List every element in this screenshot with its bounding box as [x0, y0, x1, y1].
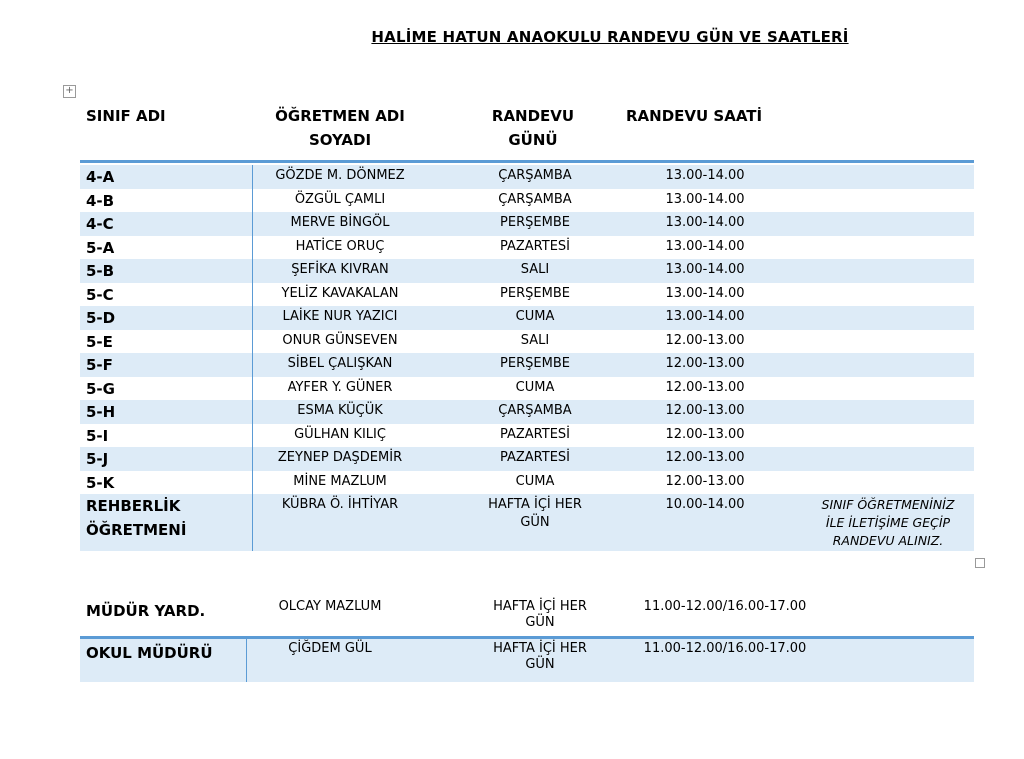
note-line2: İLE İLETİŞİME GEÇİP	[825, 515, 951, 530]
cell-class: 5-K	[86, 473, 115, 492]
table-row	[80, 259, 974, 283]
note-line3: RANDEVU ALINIZ.	[832, 533, 944, 548]
cell-class: MÜDÜR YARD.	[86, 602, 206, 620]
vice-day-line2: GÜN	[525, 615, 555, 630]
table-row	[80, 424, 974, 448]
cell-teacher: MİNE MAZLUM	[293, 473, 387, 489]
cell-teacher: ONUR GÜNSEVEN	[282, 332, 398, 348]
cell-day: PAZARTESİ	[499, 450, 571, 465]
cell-day: CUMA	[515, 309, 555, 324]
cell-class: 5-D	[86, 309, 116, 327]
cell-day: CUMA	[515, 473, 555, 489]
cell-teacher: MERVE BİNGÖL	[290, 215, 390, 230]
header-day-line2: GÜNÜ	[508, 131, 558, 149]
table-row	[80, 447, 974, 471]
cell-time: 12.00-13.00	[665, 332, 745, 348]
cell-day: ÇARŞAMBA	[498, 403, 572, 418]
cell-day: ÇARŞAMBA	[498, 191, 572, 207]
cell-class: 5-F	[86, 356, 113, 374]
counselor-day-line2: GÜN	[520, 515, 550, 530]
header-class: SINIF ADI	[86, 107, 166, 125]
cell-day: PERŞEMBE	[500, 285, 570, 301]
cell-class: 5-B	[86, 262, 115, 280]
header-teacher-line2: SOYADI	[308, 131, 372, 149]
table-row	[80, 306, 974, 330]
counselor-row	[80, 494, 974, 551]
table-move-handle-icon[interactable]: +	[63, 85, 76, 98]
cell-class: 5-J	[86, 450, 109, 468]
counselor-title-line1: REHBERLİK	[86, 497, 181, 515]
cell-class: 5-I	[86, 426, 109, 445]
cell-class: 5-C	[86, 285, 114, 304]
header-teacher-line1: ÖĞRETMEN ADI	[275, 107, 405, 125]
principal-day-line2: GÜN	[525, 657, 555, 672]
cell-class: 5-H	[86, 403, 116, 421]
cell-day	[440, 494, 630, 532]
cell-time: 11.00-12.00/16.00-17.00	[643, 599, 807, 614]
cell-time: 12.00-13.00	[665, 450, 745, 465]
cell-day: PERŞEMBE	[500, 356, 570, 371]
counselor-day-line1: HAFTA İÇİ HER	[488, 497, 582, 512]
table-row	[80, 283, 974, 307]
cell-class: 4-B	[86, 191, 115, 210]
cell-day	[460, 597, 620, 631]
cell-time: 10.00-14.00	[665, 497, 745, 512]
cell-time: 13.00-14.00	[665, 285, 745, 301]
cell-teacher: AYFER Y. GÜNER	[287, 379, 393, 395]
cell-day: SALI	[520, 262, 550, 277]
table-row	[80, 353, 974, 377]
table-row	[80, 400, 974, 424]
cell-class: 5-E	[86, 332, 113, 351]
cell-time: 11.00-12.00/16.00-17.00	[643, 641, 807, 656]
cell-time: 12.00-13.00	[665, 426, 745, 442]
cell-teacher: SİBEL ÇALIŞKAN	[287, 356, 393, 371]
cell-class	[86, 494, 186, 542]
cell-time: 13.00-14.00	[665, 215, 745, 230]
cell-day: PERŞEMBE	[500, 215, 570, 230]
cell-class: 5-A	[86, 238, 115, 257]
counselor-title-line2: ÖĞRETMENİ	[86, 521, 187, 539]
header-teacher	[250, 104, 430, 152]
cell-class: 4-C	[86, 215, 114, 233]
cell-teacher: ÖZGÜL ÇAMLI	[294, 191, 386, 207]
table-row	[80, 236, 974, 260]
cell-time: 13.00-14.00	[665, 309, 745, 324]
cell-day: PAZARTESİ	[499, 426, 571, 442]
cell-time: 13.00-14.00	[665, 191, 745, 207]
cell-teacher: ÇİĞDEM GÜL	[288, 641, 372, 656]
cell-teacher: ESMA KÜÇÜK	[297, 403, 383, 418]
cell-time: 12.00-13.00	[665, 379, 745, 395]
cell-time: 13.00-14.00	[665, 168, 745, 183]
cell-teacher: GÜLHAN KILIÇ	[294, 426, 386, 442]
table-row	[80, 471, 974, 495]
cell-time: 12.00-13.00	[665, 473, 745, 489]
cell-time: 13.00-14.00	[665, 262, 745, 277]
table-row	[80, 165, 974, 189]
cell-teacher: KÜBRA Ö. İHTİYAR	[281, 497, 399, 512]
header-day	[478, 104, 588, 152]
table-row	[80, 189, 974, 213]
cell-day: CUMA	[515, 379, 555, 395]
cell-class: 4-A	[86, 168, 115, 186]
cell-teacher: ZEYNEP DAŞDEMİR	[277, 450, 403, 465]
document-title: HALİME HATUN ANAOKULU RANDEVU GÜN VE SAATLERİ	[371, 28, 849, 46]
note-line1: SINIF ÖĞRETMENİNİZ	[821, 497, 955, 512]
table-row	[80, 330, 974, 354]
table-row	[80, 212, 974, 236]
principal-day-line1: HAFTA İÇİ HER	[493, 641, 587, 656]
cell-class: 5-G	[86, 379, 115, 398]
cell-time: 12.00-13.00	[665, 403, 745, 418]
cell-teacher: GÖZDE M. DÖNMEZ	[275, 168, 405, 183]
cell-time: 12.00-13.00	[665, 356, 745, 371]
header-day-line1: RANDEVU	[491, 107, 575, 125]
header-time: RANDEVU SAATİ	[626, 107, 763, 125]
cell-day: ÇARŞAMBA	[498, 168, 572, 183]
cell-teacher: ŞEFİKA KIVRAN	[291, 262, 389, 277]
cell-teacher: LAİKE NUR YAZICI	[282, 309, 398, 324]
header-separator	[80, 160, 974, 163]
cell-class: OKUL MÜDÜRÜ	[86, 644, 213, 662]
cell-time: 13.00-14.00	[665, 238, 745, 254]
vice-day-line1: HAFTA İÇİ HER	[493, 599, 587, 614]
cell-teacher: OLCAY MAZLUM	[278, 599, 382, 614]
principal-row	[80, 639, 974, 682]
cell-day: PAZARTESİ	[499, 238, 571, 254]
schedule-table	[80, 165, 974, 551]
cell-note	[800, 494, 976, 550]
table-row	[80, 377, 974, 401]
cell-day[interactable]: SALI	[520, 332, 550, 348]
table-resize-handle[interactable]	[975, 558, 985, 568]
cell-teacher: YELİZ KAVAKALAN	[281, 285, 399, 301]
cell-day	[460, 639, 620, 673]
cell-teacher: HATİCE ORUÇ	[295, 238, 385, 254]
